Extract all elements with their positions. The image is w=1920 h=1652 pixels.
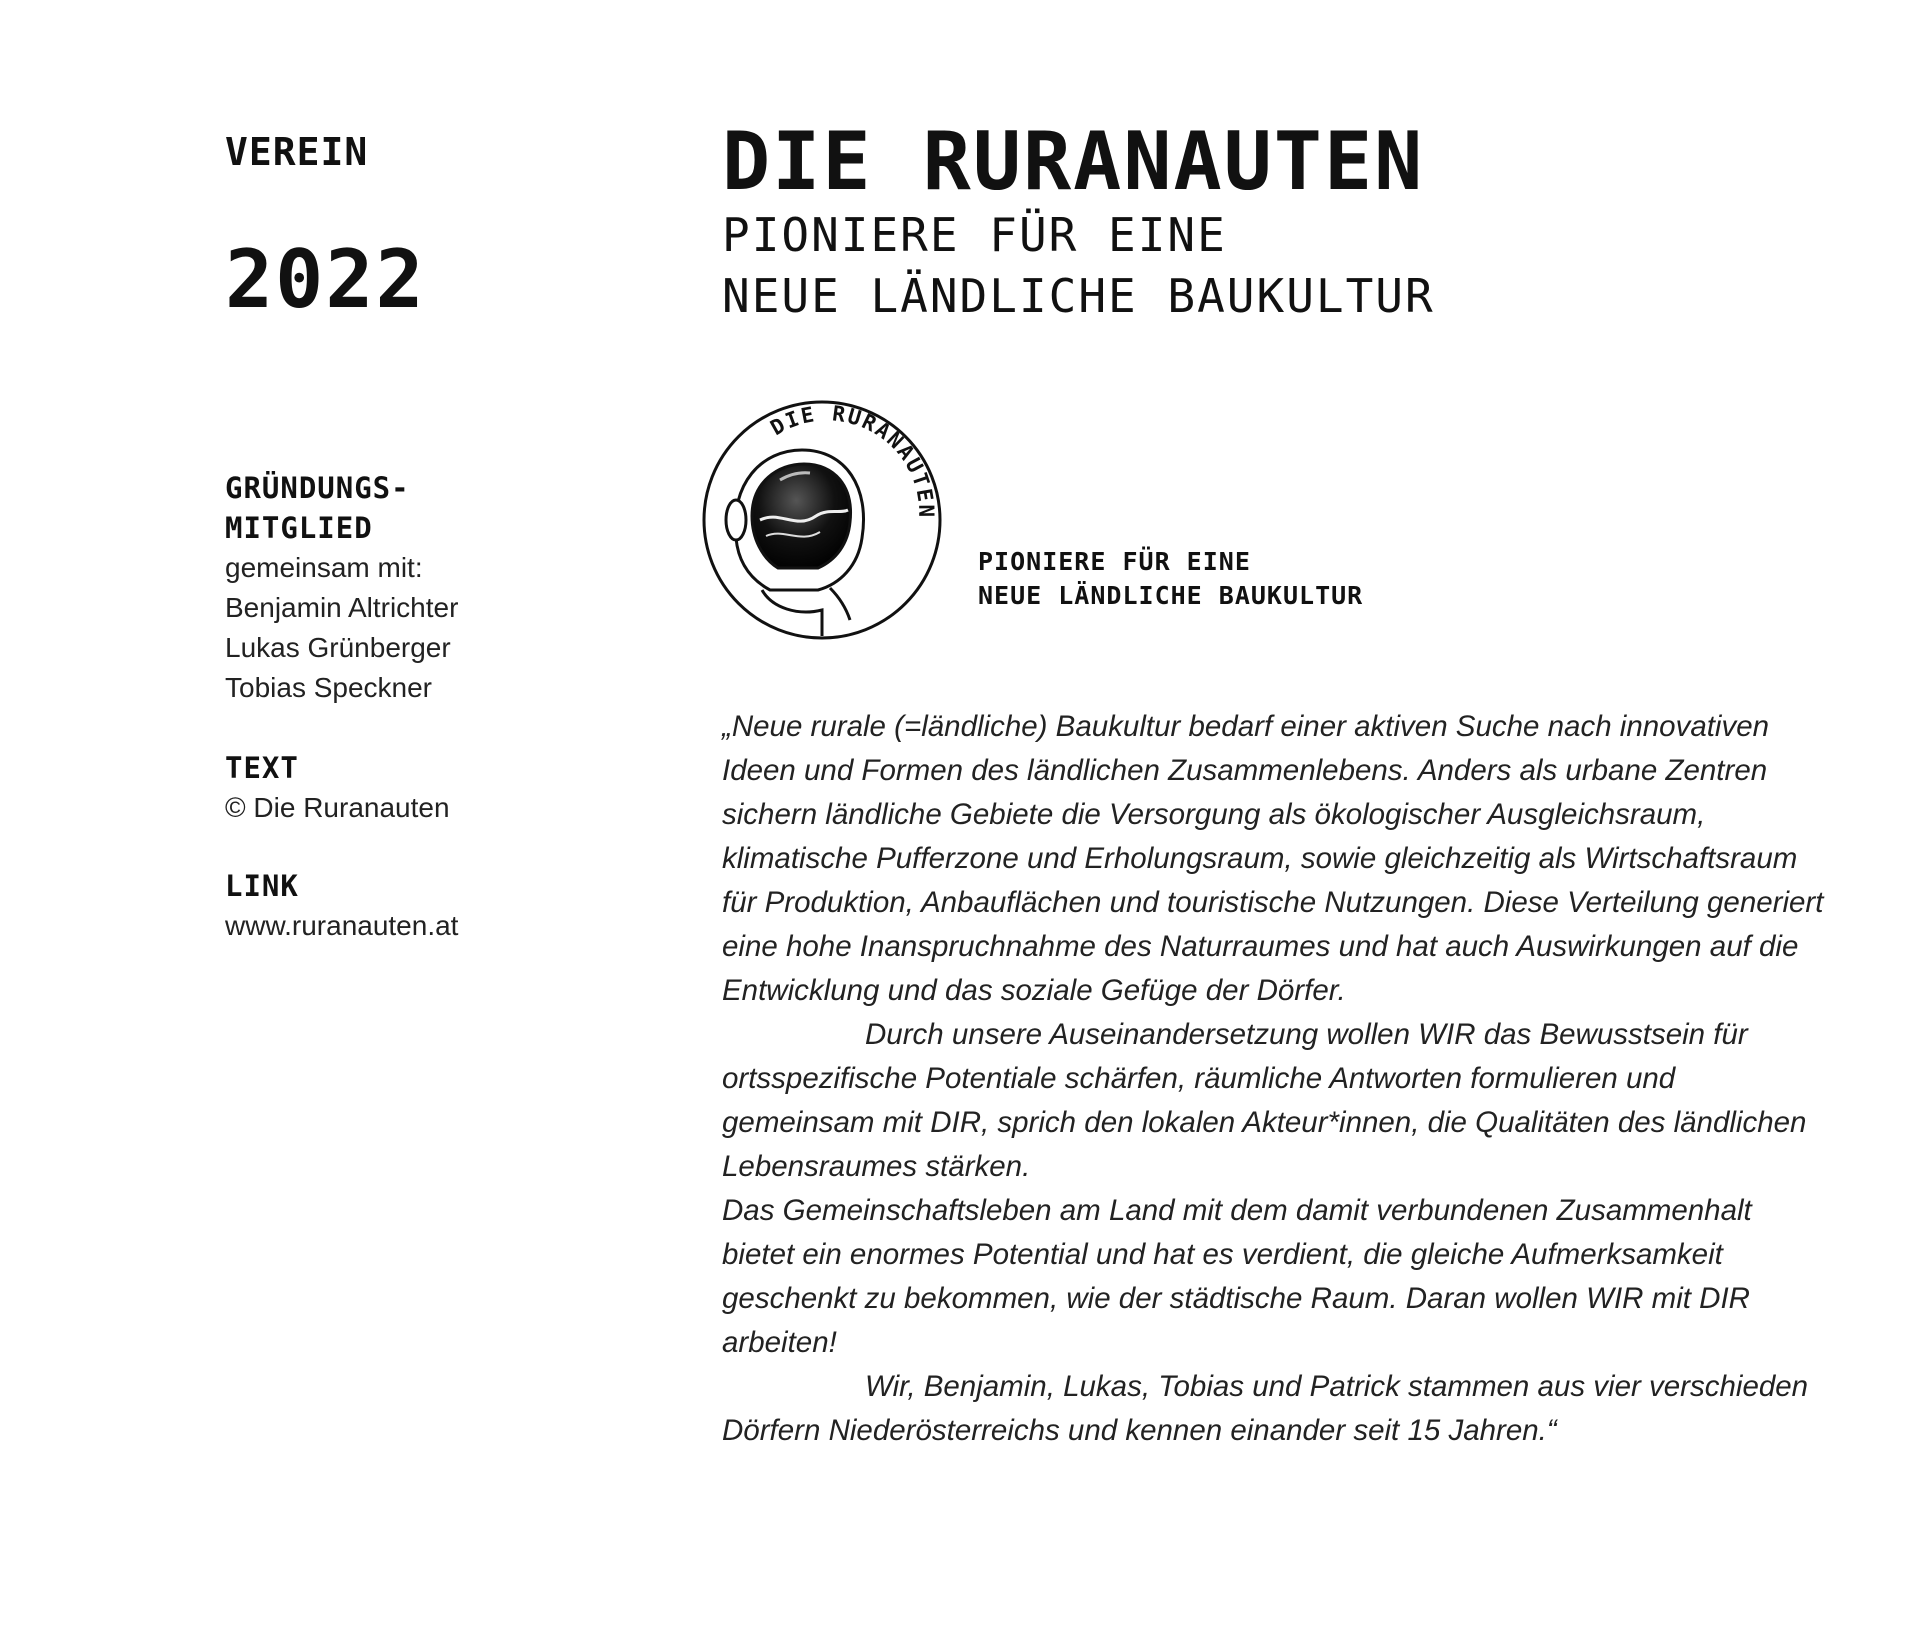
text-label: TEXT [225,751,299,785]
logo-tagline-line2: NEUE LÄNDLICHE BAUKULTUR [978,581,1364,610]
category-label: VEREIN [225,130,369,174]
quote-paragraph: Das Gemeinschaftsleben am Land mit dem damit verbundenen Zusammenhalt bietet ein enormes Potential und hat es verdient, die gleiche Aufmerksamkeit geschenkt zu bekommen, wie der städtische Raum. Daran wollen WIR mit DIR arbeiten! [722,1194,1752,1359]
link-section [225,866,458,946]
logo-tagline [978,545,1363,613]
logo-ring-text: DIE RURANAUTEN [766,401,939,520]
founding-line: gemeinsam mit: [225,552,423,583]
link-label: LINK [225,869,299,903]
astronaut-helmet-icon [700,398,945,643]
founding-member: Lukas Grünberger [225,632,451,663]
quote-paragraph: Durch unsere Auseinandersetzung wollen WIR das Bewusstsein für ortsspezifische Potentiale schärfen, räumliche Antworten formulieren und gemeinsam mit DIR, sprich den lokalen Akteur*innen, die Qualitäten des ländlichen Lebensraumes stärken. [722,1018,1807,1183]
subtitle-line1: PIONIERE FÜR EINE [722,208,1227,262]
founding-label-line1: GRÜNDUNGS- [225,471,410,505]
founding-section [225,468,458,708]
year: 2022 [225,233,426,326]
text-credit: © Die Ruranauten [225,792,450,823]
logo-tagline-line1: PIONIERE FÜR EINE [978,547,1251,576]
page-subtitle [722,205,1435,327]
page-title: DIE RURANAUTEN [722,115,1425,208]
founding-member: Benjamin Altrichter [225,592,459,623]
founding-member: Tobias Speckner [225,672,433,703]
quote-paragraph: Wir, Benjamin, Lukas, Tobias und Patrick stammen aus vier verschieden Dörfern Niederösterreichs und kennen einander seit 15 Jahren.“ [722,1370,1809,1447]
website-link[interactable]: www.ruranauten.at [225,910,459,941]
quote-text [722,705,1832,1453]
text-credit-section [225,748,450,828]
subtitle-line2: NEUE LÄNDLICHE BAUKULTUR [722,269,1435,323]
quote-paragraph: „Neue rurale (=ländliche) Baukultur bedarf einer aktiven Suche nach innovativen Ideen und Formen des ländlichen Zusammenlebens. Anders als urbane Zentren sichern ländliche Gebiete die Versorgung als ökologischer Ausgleichsraum, klimatische Pufferzone und Erholungsraum, sowie gleichzeitig als Wirtschaftsraum für Produktion, Anbauflächen und touristische Nutzungen. Diese Verteilung generiert eine hohe Inanspruchnahme des Naturraumes und hat auch Auswirkungen auf die Entwicklung und das soziale Gefüge der Dörfer. [722,710,1824,1007]
founding-label-line2: MITGLIED [225,511,373,545]
